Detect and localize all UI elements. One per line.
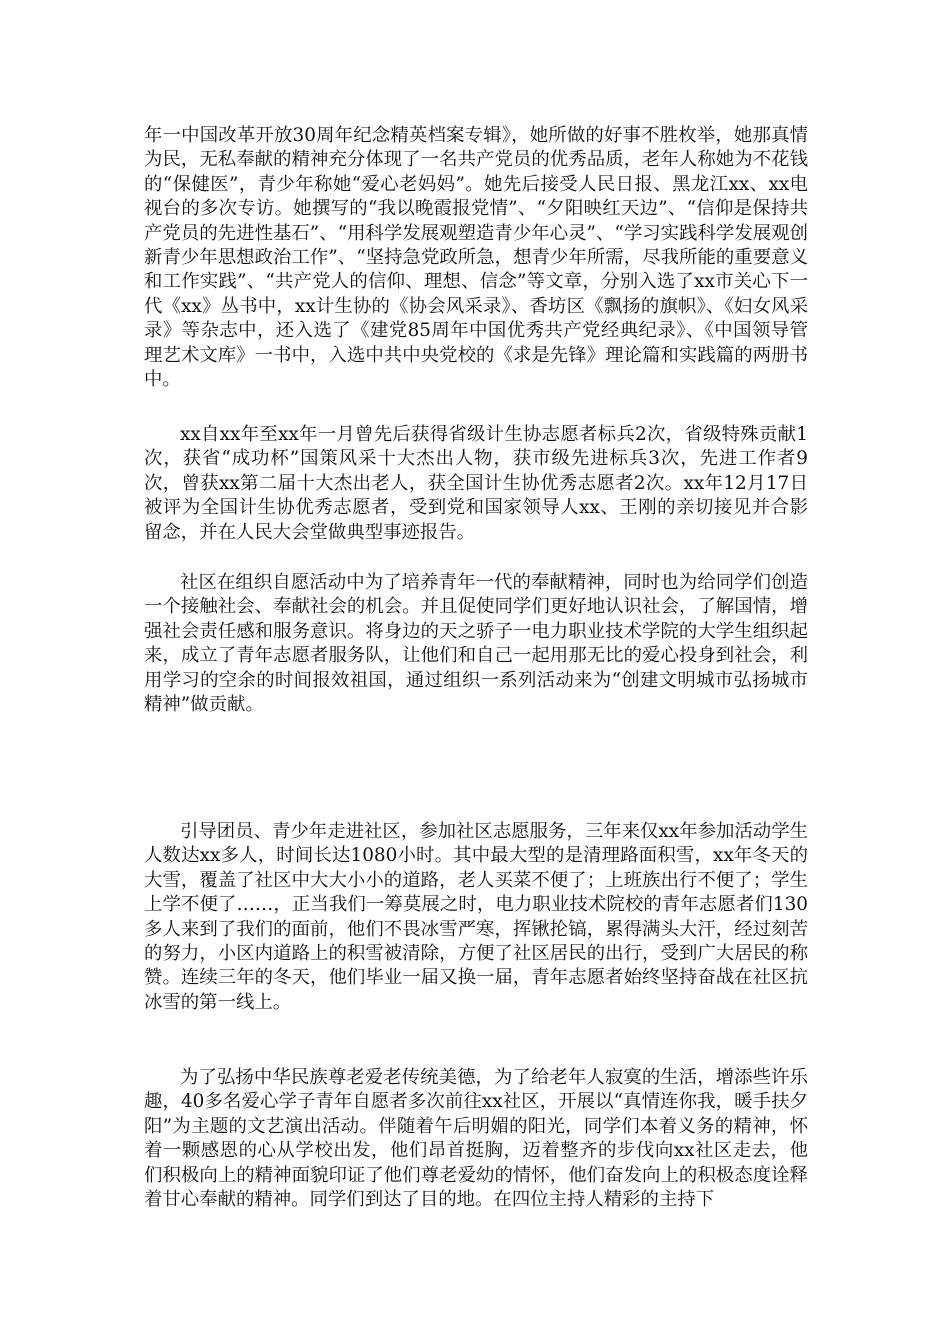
paragraph-2: xx自xx年至xx年一月曾先后获得省级计生协志愿者标兵2次，省级特殊贡献1次，获省“成功杯”国策风采十大杰出人物，获市级先进标兵3次，先进工作者9次，曾获xx第二届十大杰出老人，获全国计生协优秀志愿者2次。xx年12月17日被评为全国计生协优秀志愿者，受到党和国家领导人xx、王刚的亲切接见并合影留念，并在人民大会堂做典型事迹报告。 — [144, 424, 808, 543]
paragraph-5: 为了弘扬中华民族尊老爱老传统美德，为了给老年人寂寞的生活，增添些许乐趣，40多名爱心学子青年自愿者多次前往xx社区，开展以“真情连你我，暖手扶夕阳”为主题的文艺演出活动。伴随着午后明媚的阳光，同学们本着义务的精神，怀着一颗感恩的心从学校出发，他们昂首挺胸，迈着整齐的步伐向xx社区走去，他们积极向上的精神面貌印证了他们尊老爱幼的情怀，他们奋发向上的积极态度诠释着甘心奉献的精神。同学们到达了目的地。在四位主持人精彩的主持下 — [144, 1067, 808, 1211]
paragraph-1: 年一中国改革开放30周年纪念精英档案专辑》，她所做的好事不胜枚举，她那真情为民，无私奉献的精神充分体现了一名共产党员的优秀品质，老年人称她为不花钱的“保健医”，青少年称她“爱心老妈妈”。她先后接受人民日报、黑龙江xx、xx电视台的多次专访。她撰写的“我以晚霞报党情”、“夕阳映红天边”、“信仰是保持共产党员的先进性基石”、“用科学发展观塑造青少年心灵”、“学习实践科学发展观创新青少年思想政治工作”、“坚持急党政所急，想青少年所需，尽我所能的重要意义和工作实践”、“共产党人的信仰、理想、信念”等文章，分别入选了xx市关心下一代《xx》丛书中，xx计生协的《协会风采录》、香坊区《飘扬的旗帜》、《妇女风采录》等杂志中，还入选了《建党85周年中国优秀共产党经典纪录》、《中国领导管理艺术文库》一书中，入选中共中央党校的《求是先锋》理论篇和实践篇的两册书中。 — [144, 125, 808, 391]
paragraph-3: 社区在组织自愿活动中为了培养青年一代的奉献精神，同时也为给同学们创造一个接触社会、奉献社会的机会。并且促使同学们更好地认识社会，了解国情，增强社会责任感和服务意识。将身边的天之骄子一电力职业技术学院的大学生组织起来，成立了青年志愿者服务队，让他们和自己一起用那无比的爱心投身到社会，利用学习的空余的时间报效祖国，通过组织一系列活动来为“创建文明城市弘扬城市精神”做贡献。 — [144, 572, 808, 716]
paragraph-4: 引导团员、青少年走进社区，参加社区志愿服务，三年来仅xx年参加活动学生人数达xx多人，时间长达1080小时。其中最大型的是清理路面积雪，xx年冬天的大雪，覆盖了社区中大大小小的道路，老人买菜不便了；上班族出行不便了；学生上学不便了……，正当我们一筹莫展之时，电力职业技术院校的青年志愿者们130多人来到了我们的面前，他们不畏冰雪严寒，挥锹抡镐，累得满头大汗，经过刻苦的努力，小区内道路上的积雪被清除，方便了社区居民的出行，受到广大居民的称赞。连续三年的冬天，他们毕业一届又换一届，青年志愿者始终坚持奋战在社区抗冰雪的第一线上。 — [144, 821, 808, 1013]
